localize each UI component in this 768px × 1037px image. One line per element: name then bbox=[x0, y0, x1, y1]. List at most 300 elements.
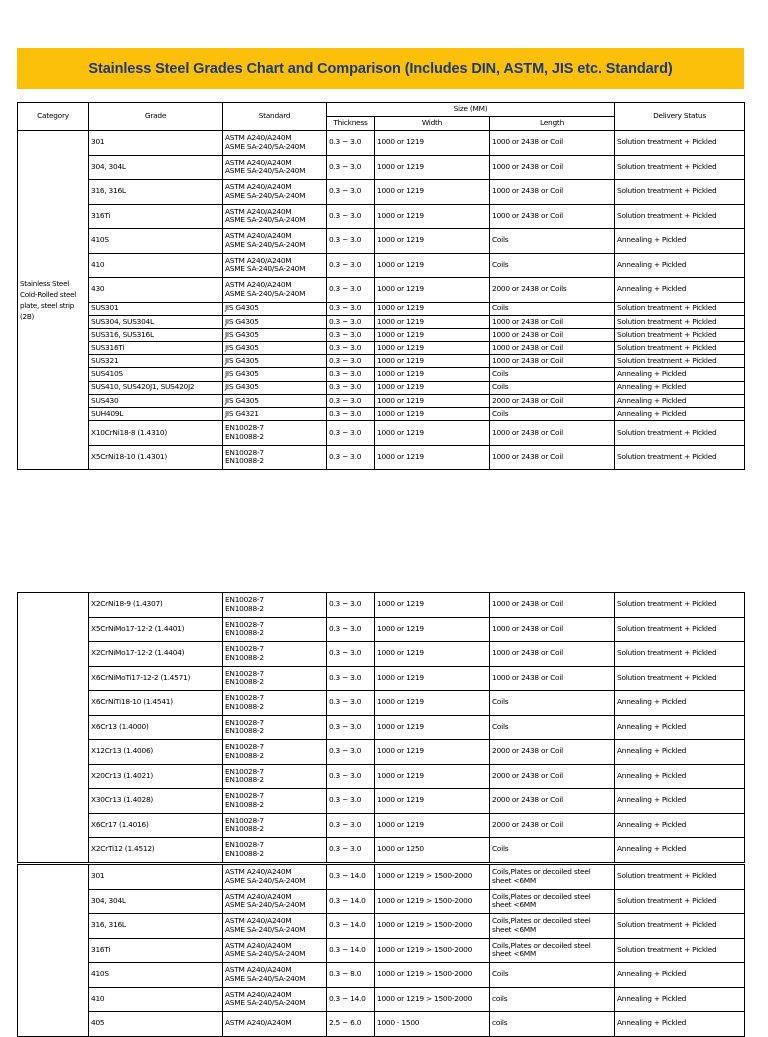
delivery-status-cell: Annealing + Pickled bbox=[615, 368, 745, 381]
width-cell: 1000 or 1219 bbox=[375, 253, 490, 278]
table-row bbox=[18, 381, 745, 394]
delivery-status-cell: Annealing + Pickled bbox=[615, 408, 745, 421]
thickness-cell: 0.3 ~ 3.0 bbox=[327, 789, 375, 814]
width-cell: 1000 or 1219 > 1500-2000 bbox=[375, 914, 490, 939]
thickness-cell: 0.3 ~ 3.0 bbox=[327, 421, 375, 446]
width-cell: 1000 or 1219 bbox=[375, 278, 490, 303]
grade-cell: X6Cr13 (1.4000) bbox=[89, 715, 223, 740]
standard-cell-line: ASME SA-240/SA-240M bbox=[225, 239, 306, 249]
length-cell: 2000 or 2438 or Coil bbox=[490, 740, 615, 765]
length-cell bbox=[490, 963, 615, 988]
width-cell: 1000 or 1250 bbox=[375, 838, 490, 863]
table-row bbox=[18, 789, 745, 814]
delivery-status-cell: Annealing + Pickled bbox=[615, 1012, 745, 1037]
length-cell: 2000 or 2438 or Coil bbox=[490, 764, 615, 789]
header-thickness: Thickness bbox=[327, 117, 375, 131]
standard-cell-line: EN10028-7 bbox=[225, 619, 264, 629]
delivery-status-cell: Annealing + Pickled bbox=[615, 987, 745, 1012]
standard-cell-line: ASME SA-240/SA-240M bbox=[225, 998, 306, 1008]
table-row bbox=[18, 253, 745, 278]
thickness-cell: 0.3 ~ 3.0 bbox=[327, 355, 375, 368]
delivery-status-cell: Annealing + Pickled bbox=[615, 764, 745, 789]
standard-cell bbox=[223, 593, 327, 618]
thickness-cell: 0.3 ~ 3.0 bbox=[327, 328, 375, 341]
width-cell: 1000 or 1219 > 1500-2000 bbox=[375, 889, 490, 914]
table-row bbox=[18, 642, 745, 667]
grade-cell: X2CrNiMo17-12-2 (1.4404) bbox=[89, 642, 223, 667]
grade-cell: 430 bbox=[89, 278, 223, 303]
table-row bbox=[18, 740, 745, 765]
thickness-cell: 0.3 ~ 3.0 bbox=[327, 813, 375, 838]
length-cell-line: Coils,Plates or decoiled steel bbox=[492, 891, 591, 901]
table-row bbox=[18, 131, 745, 156]
table-row bbox=[18, 445, 745, 470]
standard-cell-line: ASTM A240/A240M bbox=[225, 255, 292, 265]
standard-cell-line: ASME SA-240/SA-240M bbox=[225, 949, 306, 959]
thickness-cell: 0.3 ~ 14.0 bbox=[327, 889, 375, 914]
thickness-cell: 0.3 ~ 14.0 bbox=[327, 987, 375, 1012]
thickness-cell: 0.3 ~ 3.0 bbox=[327, 445, 375, 470]
standard-cell-line: ASME SA-240/SA-240M bbox=[225, 141, 306, 151]
standard-cell-line: JIS G4305 bbox=[225, 356, 259, 366]
thickness-cell: 0.3 ~ 3.0 bbox=[327, 155, 375, 180]
length-cell: 1000 or 2438 or Coil bbox=[490, 445, 615, 470]
table-row bbox=[18, 368, 745, 381]
grade-cell: SUS321 bbox=[89, 355, 223, 368]
width-cell: 1000 or 1219 bbox=[375, 180, 490, 205]
standard-cell-line: EN10028-7 bbox=[225, 840, 264, 850]
standard-cell bbox=[223, 666, 327, 691]
table-row bbox=[18, 302, 745, 315]
standard-cell-line: JIS G4305 bbox=[225, 316, 259, 326]
standard-cell-line: EN10088-2 bbox=[225, 824, 264, 834]
table-row bbox=[18, 691, 745, 716]
section-1-body bbox=[18, 131, 745, 470]
standard-cell-line: EN10088-2 bbox=[225, 799, 264, 809]
delivery-status-cell: Annealing + Pickled bbox=[615, 813, 745, 838]
header-category: Category bbox=[18, 103, 89, 131]
grade-cell: 301 bbox=[89, 865, 223, 890]
length-cell: 2000 or 2438 or Coil bbox=[490, 789, 615, 814]
length-cell bbox=[490, 865, 615, 890]
width-cell: 1000 or 1219 > 1500-2000 bbox=[375, 963, 490, 988]
width-cell: 1000 or 1219 bbox=[375, 131, 490, 156]
length-cell: Coils bbox=[490, 408, 615, 421]
table-row bbox=[18, 394, 745, 407]
delivery-status-cell: Solution treatment + Pickled bbox=[615, 889, 745, 914]
table-row bbox=[18, 963, 745, 988]
grade-cell: 301 bbox=[89, 131, 223, 156]
grades-table-section-3 bbox=[17, 864, 745, 1037]
width-cell: 1000 or 1219 bbox=[375, 666, 490, 691]
width-cell: 1000 or 1219 bbox=[375, 229, 490, 254]
grade-cell: X6CrNiTi18-10 (1.4541) bbox=[89, 691, 223, 716]
thickness-cell: 0.3 ~ 3.0 bbox=[327, 408, 375, 421]
length-cell: 1000 or 2438 or Coil bbox=[490, 617, 615, 642]
thickness-cell: 0.3 ~ 14.0 bbox=[327, 938, 375, 963]
width-cell: 1000 or 1219 > 1500-2000 bbox=[375, 987, 490, 1012]
table-row bbox=[18, 914, 745, 939]
length-cell: Coils bbox=[490, 691, 615, 716]
length-cell: Coils bbox=[490, 381, 615, 394]
grade-cell: X5CrNi18-10 (1.4301) bbox=[89, 445, 223, 470]
grade-cell: 304, 304L bbox=[89, 155, 223, 180]
length-cell: 1000 or 2438 or Coil bbox=[490, 642, 615, 667]
delivery-status-cell: Solution treatment + Pickled bbox=[615, 938, 745, 963]
standard-cell-line: EN10028-7 bbox=[225, 766, 264, 776]
standard-cell bbox=[223, 253, 327, 278]
standard-cell-line: ASME SA-240/SA-240M bbox=[225, 875, 306, 885]
table-row bbox=[18, 180, 745, 205]
length-cell: 2000 or 2438 or Coil bbox=[490, 394, 615, 407]
length-cell: 1000 or 2438 or Coil bbox=[490, 421, 615, 446]
length-cell: 1000 or 2438 or Coil bbox=[490, 355, 615, 368]
grade-cell: 405 bbox=[89, 1012, 223, 1037]
standard-cell-line: JIS G4305 bbox=[225, 395, 259, 405]
grade-cell: X6CrNiMoTi17-12-2 (1.4571) bbox=[89, 666, 223, 691]
grade-cell: X5CrNiMo17-12-2 (1.4401) bbox=[89, 617, 223, 642]
length-cell: Coils bbox=[490, 368, 615, 381]
length-cell: Coils bbox=[490, 302, 615, 315]
standard-cell bbox=[223, 445, 327, 470]
thickness-cell: 0.3 ~ 3.0 bbox=[327, 838, 375, 863]
grade-cell: X20Cr13 (1.4021) bbox=[89, 764, 223, 789]
length-cell: 1000 or 2438 or Coil bbox=[490, 593, 615, 618]
delivery-status-cell: Solution treatment + Pickled bbox=[615, 617, 745, 642]
thickness-cell: 0.3 ~ 3.0 bbox=[327, 381, 375, 394]
grade-cell: X10CrNi18-8 (1.4310) bbox=[89, 421, 223, 446]
width-cell: 1000 or 1219 bbox=[375, 421, 490, 446]
grade-cell: SUS410, SUS420J1, SUS420J2 bbox=[89, 381, 223, 394]
table-row bbox=[18, 715, 745, 740]
table-row bbox=[18, 938, 745, 963]
standard-cell-line: EN10028-7 bbox=[225, 815, 264, 825]
standard-cell-line: EN10088-2 bbox=[225, 603, 264, 613]
grade-cell: 316, 316L bbox=[89, 914, 223, 939]
standard-cell-line: EN10028-7 bbox=[225, 595, 264, 605]
thickness-cell: 0.3 ~ 3.0 bbox=[327, 229, 375, 254]
grade-cell: SUS316, SUS316L bbox=[89, 328, 223, 341]
grade-cell: SUS304, SUS304L bbox=[89, 315, 223, 328]
standard-cell-line: ASTM A240/A240M bbox=[225, 231, 292, 241]
standard-cell-line: ASTM A240/A240M bbox=[225, 989, 292, 999]
table-row bbox=[18, 764, 745, 789]
standard-cell-line: JIS G4305 bbox=[225, 369, 259, 379]
length-cell-line: Coils,Plates or decoiled steel bbox=[492, 867, 591, 877]
table-row bbox=[18, 355, 745, 368]
length-cell: Coils bbox=[490, 838, 615, 863]
length-cell bbox=[490, 914, 615, 939]
standard-cell-line: ASTM A240/A240M bbox=[225, 916, 292, 926]
header-width: Width bbox=[375, 117, 490, 131]
standard-cell-line: EN10088-2 bbox=[225, 431, 264, 441]
standard-cell bbox=[223, 408, 327, 421]
delivery-status-cell: Solution treatment + Pickled bbox=[615, 342, 745, 355]
standard-cell bbox=[223, 421, 327, 446]
standard-cell-line: ASTM A240/A240M bbox=[225, 182, 292, 192]
delivery-status-cell: Annealing + Pickled bbox=[615, 394, 745, 407]
grade-cell: SUS430 bbox=[89, 394, 223, 407]
table-row bbox=[18, 328, 745, 341]
category-cell bbox=[18, 865, 89, 1037]
width-cell: 1000 or 1219 bbox=[375, 813, 490, 838]
width-cell: 1000 or 1219 bbox=[375, 342, 490, 355]
width-cell: 1000 or 1219 bbox=[375, 764, 490, 789]
standard-cell-line: EN10028-7 bbox=[225, 717, 264, 727]
standard-cell-line: ASME SA-240/SA-240M bbox=[225, 215, 306, 225]
table-row bbox=[18, 593, 745, 618]
grade-cell: SUH409L bbox=[89, 408, 223, 421]
standard-cell-line: ASTM A240/A240M bbox=[225, 133, 292, 143]
length-cell-line: coils bbox=[492, 1018, 508, 1028]
thickness-cell: 0.3 ~ 3.0 bbox=[327, 180, 375, 205]
delivery-status-cell: Solution treatment + Pickled bbox=[615, 421, 745, 446]
grade-cell: SUS410S bbox=[89, 368, 223, 381]
length-cell: 2000 or 2438 or Coil bbox=[490, 813, 615, 838]
length-cell bbox=[490, 889, 615, 914]
length-cell-line: sheet <6MM bbox=[492, 900, 537, 910]
delivery-status-cell: Annealing + Pickled bbox=[615, 963, 745, 988]
delivery-status-cell: Solution treatment + Pickled bbox=[615, 914, 745, 939]
delivery-status-cell: Solution treatment + Pickled bbox=[615, 302, 745, 315]
width-cell: 1000 or 1219 bbox=[375, 394, 490, 407]
width-cell: 1000 - 1500 bbox=[375, 1012, 490, 1037]
header-delivery-status: Delivery Status bbox=[615, 103, 745, 131]
table-row bbox=[18, 204, 745, 229]
width-cell: 1000 or 1219 bbox=[375, 315, 490, 328]
standard-cell-line: ASTM A240/A240M bbox=[225, 157, 292, 167]
thickness-cell: 0.3 ~ 3.0 bbox=[327, 394, 375, 407]
length-cell-line: sheet <6MM bbox=[492, 924, 537, 934]
thickness-cell: 0.3 ~ 14.0 bbox=[327, 914, 375, 939]
grade-cell: 410S bbox=[89, 229, 223, 254]
standard-cell-line: EN10028-7 bbox=[225, 668, 264, 678]
standard-cell bbox=[223, 315, 327, 328]
standard-cell bbox=[223, 342, 327, 355]
category-cell bbox=[18, 593, 89, 863]
standard-cell-line: ASME SA-240/SA-240M bbox=[225, 264, 306, 274]
delivery-status-cell: Solution treatment + Pickled bbox=[615, 642, 745, 667]
standard-cell-line: ASTM A240/A240M bbox=[225, 940, 292, 950]
thickness-cell: 0.3 ~ 3.0 bbox=[327, 715, 375, 740]
standard-cell bbox=[223, 865, 327, 890]
standard-cell-line: EN10088-2 bbox=[225, 775, 264, 785]
thickness-cell: 0.3 ~ 3.0 bbox=[327, 642, 375, 667]
standard-cell-line: ASTM A240/A240M bbox=[225, 891, 292, 901]
thickness-cell: 0.3 ~ 3.0 bbox=[327, 204, 375, 229]
length-cell: Coils bbox=[490, 715, 615, 740]
grade-cell: X30Cr13 (1.4028) bbox=[89, 789, 223, 814]
standard-cell bbox=[223, 355, 327, 368]
delivery-status-cell: Annealing + Pickled bbox=[615, 381, 745, 394]
thickness-cell: 0.3 ~ 3.0 bbox=[327, 666, 375, 691]
delivery-status-cell: Annealing + Pickled bbox=[615, 789, 745, 814]
table-row bbox=[18, 838, 745, 863]
standard-cell-line: EN10088-2 bbox=[225, 848, 264, 858]
header-standard: Standard bbox=[223, 103, 327, 131]
grade-cell: SUS301 bbox=[89, 302, 223, 315]
grades-table-section-2 bbox=[17, 592, 745, 863]
grade-cell: 316Ti bbox=[89, 938, 223, 963]
grade-cell: 410 bbox=[89, 253, 223, 278]
standard-cell-line: ASME SA-240/SA-240M bbox=[225, 190, 306, 200]
standard-cell-line: EN10088-2 bbox=[225, 652, 264, 662]
standard-cell-line: EN10088-2 bbox=[225, 726, 264, 736]
thickness-cell: 0.3 ~ 3.0 bbox=[327, 740, 375, 765]
width-cell: 1000 or 1219 bbox=[375, 445, 490, 470]
grades-table-section-1 bbox=[17, 102, 745, 470]
width-cell: 1000 or 1219 bbox=[375, 715, 490, 740]
grade-cell: X12Cr13 (1.4006) bbox=[89, 740, 223, 765]
thickness-cell: 0.3 ~ 8.0 bbox=[327, 963, 375, 988]
table-row bbox=[18, 155, 745, 180]
delivery-status-cell: Annealing + Pickled bbox=[615, 253, 745, 278]
table-row bbox=[18, 889, 745, 914]
thickness-cell: 0.3 ~ 14.0 bbox=[327, 865, 375, 890]
standard-cell-line: EN10088-2 bbox=[225, 456, 264, 466]
grade-cell: SUS316Ti bbox=[89, 342, 223, 355]
standard-cell-line: EN10028-7 bbox=[225, 742, 264, 752]
standard-cell bbox=[223, 204, 327, 229]
standard-cell-line: EN10028-7 bbox=[225, 791, 264, 801]
thickness-cell: 0.3 ~ 3.0 bbox=[327, 691, 375, 716]
thickness-cell: 0.3 ~ 3.0 bbox=[327, 278, 375, 303]
delivery-status-cell: Solution treatment + Pickled bbox=[615, 180, 745, 205]
thickness-cell: 0.3 ~ 3.0 bbox=[327, 764, 375, 789]
length-cell bbox=[490, 987, 615, 1012]
thickness-cell: 0.3 ~ 3.0 bbox=[327, 131, 375, 156]
standard-cell-line: ASTM A240/A240M bbox=[225, 1018, 292, 1028]
header-size: Size (MM) bbox=[327, 103, 615, 117]
length-cell-line: Coils,Plates or decoiled steel bbox=[492, 940, 591, 950]
standard-cell bbox=[223, 789, 327, 814]
table-row bbox=[18, 421, 745, 446]
thickness-cell: 0.3 ~ 3.0 bbox=[327, 302, 375, 315]
width-cell: 1000 or 1219 bbox=[375, 593, 490, 618]
table-row bbox=[18, 342, 745, 355]
delivery-status-cell: Annealing + Pickled bbox=[615, 278, 745, 303]
thickness-cell: 0.3 ~ 3.0 bbox=[327, 253, 375, 278]
standard-cell bbox=[223, 328, 327, 341]
standard-cell bbox=[223, 889, 327, 914]
delivery-status-cell: Annealing + Pickled bbox=[615, 691, 745, 716]
thickness-cell: 0.3 ~ 3.0 bbox=[327, 593, 375, 618]
width-cell: 1000 or 1219 bbox=[375, 381, 490, 394]
standard-cell bbox=[223, 740, 327, 765]
thickness-cell: 0.3 ~ 3.0 bbox=[327, 617, 375, 642]
delivery-status-cell: Solution treatment + Pickled bbox=[615, 315, 745, 328]
standard-cell-line: ASME SA-240/SA-240M bbox=[225, 924, 306, 934]
grade-cell: 410S bbox=[89, 963, 223, 988]
width-cell: 1000 or 1219 bbox=[375, 204, 490, 229]
length-cell: 1000 or 2438 or Coil bbox=[490, 180, 615, 205]
standard-cell-line: ASME SA-240/SA-240M bbox=[225, 166, 306, 176]
table-row bbox=[18, 315, 745, 328]
grade-cell: 410 bbox=[89, 987, 223, 1012]
table-row bbox=[18, 813, 745, 838]
width-cell: 1000 or 1219 bbox=[375, 328, 490, 341]
standard-cell-line: EN10028-7 bbox=[225, 423, 264, 433]
delivery-status-cell: Annealing + Pickled bbox=[615, 715, 745, 740]
width-cell: 1000 or 1219 bbox=[375, 355, 490, 368]
width-cell: 1000 or 1219 bbox=[375, 155, 490, 180]
standard-cell bbox=[223, 131, 327, 156]
category-cell: Stainless Steel Cold-Rolled steel plate, steel strip (2B) bbox=[18, 131, 89, 470]
standard-cell-line: ASME SA-240/SA-240M bbox=[225, 900, 306, 910]
length-cell: 1000 or 2438 or Coil bbox=[490, 204, 615, 229]
standard-cell-line: JIS G4305 bbox=[225, 382, 259, 392]
width-cell: 1000 or 1219 bbox=[375, 368, 490, 381]
length-cell: Coils bbox=[490, 253, 615, 278]
section-3-body bbox=[18, 865, 745, 1037]
header-grade: Grade bbox=[89, 103, 223, 131]
length-cell: 1000 or 2438 or Coil bbox=[490, 155, 615, 180]
standard-cell-line: EN10028-7 bbox=[225, 693, 264, 703]
standard-cell bbox=[223, 914, 327, 939]
standard-cell-line: ASTM A240/A240M bbox=[225, 867, 292, 877]
table-row bbox=[18, 408, 745, 421]
standard-cell bbox=[223, 229, 327, 254]
delivery-status-cell: Solution treatment + Pickled bbox=[615, 593, 745, 618]
length-cell-line: Coils bbox=[492, 969, 509, 979]
standard-cell-line: EN10088-2 bbox=[225, 701, 264, 711]
grade-cell: X2CrTi12 (1.4512) bbox=[89, 838, 223, 863]
section-2-body bbox=[18, 593, 745, 863]
width-cell: 1000 or 1219 bbox=[375, 408, 490, 421]
standard-cell bbox=[223, 642, 327, 667]
table-row bbox=[18, 278, 745, 303]
standard-cell-line: JIS G4305 bbox=[225, 342, 259, 352]
standard-cell-line: JIS G4305 bbox=[225, 329, 259, 339]
delivery-status-cell: Annealing + Pickled bbox=[615, 229, 745, 254]
standard-cell bbox=[223, 764, 327, 789]
thickness-cell: 2.5 ~ 6.0 bbox=[327, 1012, 375, 1037]
length-cell bbox=[490, 938, 615, 963]
width-cell: 1000 or 1219 bbox=[375, 642, 490, 667]
delivery-status-cell: Solution treatment + Pickled bbox=[615, 155, 745, 180]
standard-cell bbox=[223, 155, 327, 180]
standard-cell bbox=[223, 278, 327, 303]
standard-cell-line: JIS G4305 bbox=[225, 303, 259, 313]
standard-cell-line: EN10028-7 bbox=[225, 644, 264, 654]
header-length: Length bbox=[490, 117, 615, 131]
length-cell: 2000 or 2438 or Coils bbox=[490, 278, 615, 303]
delivery-status-cell: Annealing + Pickled bbox=[615, 838, 745, 863]
grade-cell: X6Cr17 (1.4016) bbox=[89, 813, 223, 838]
table-row bbox=[18, 229, 745, 254]
document-title: Stainless Steel Grades Chart and Comparison (Includes DIN, ASTM, JIS etc. Standard) bbox=[88, 60, 673, 77]
standard-cell-line: JIS G4321 bbox=[225, 408, 259, 418]
length-cell: 1000 or 2438 or Coil bbox=[490, 666, 615, 691]
title-banner bbox=[17, 48, 744, 89]
grade-cell: 304, 304L bbox=[89, 889, 223, 914]
standard-cell bbox=[223, 691, 327, 716]
length-cell-line: Coils,Plates or decoiled steel bbox=[492, 916, 591, 926]
length-cell-line: coils bbox=[492, 993, 508, 1003]
standard-cell bbox=[223, 302, 327, 315]
standard-cell-line: ASTM A240/A240M bbox=[225, 965, 292, 975]
standard-cell bbox=[223, 963, 327, 988]
grade-cell: 316Ti bbox=[89, 204, 223, 229]
standard-cell bbox=[223, 394, 327, 407]
thickness-cell: 0.3 ~ 3.0 bbox=[327, 368, 375, 381]
standard-cell-line: EN10088-2 bbox=[225, 750, 264, 760]
length-cell: 1000 or 2438 or Coil bbox=[490, 131, 615, 156]
table-row bbox=[18, 865, 745, 890]
standard-cell-line: ASTM A240/A240M bbox=[225, 280, 292, 290]
delivery-status-cell: Solution treatment + Pickled bbox=[615, 445, 745, 470]
length-cell: Coils bbox=[490, 229, 615, 254]
